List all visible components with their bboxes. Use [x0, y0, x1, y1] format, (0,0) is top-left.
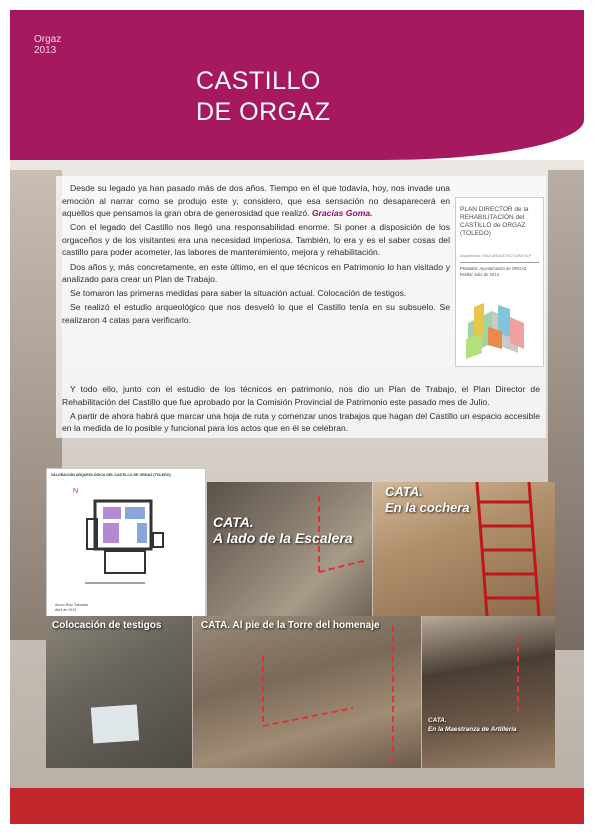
- map-title: VALORACIÓN ARQUEOLÓGICA DEL CASTILLO DE ORGAZ (TOLEDO): [51, 473, 171, 477]
- plan-promoter: Ayuntamiento de ORGAZ: [479, 266, 527, 271]
- castle-plan-drawing: [65, 483, 185, 601]
- caption-cata-artillery: CATA. En la Maestranza de Artillería: [428, 717, 517, 733]
- witness-plaque: [91, 704, 139, 743]
- page-title: [196, 66, 331, 128]
- article-body-wide: [62, 383, 540, 436]
- caption-cata-stairs: CATA. A lado de la Escalera: [213, 514, 353, 546]
- measuring-pole-2: [422, 616, 555, 768]
- paragraph-7: A partir de ahora habrá que marcar una hoja de ruta y comenzar unos trabajos que hagan del Castillo un espacio accesible en la medida de lo posible y funcional para los actos que en él se celebran.: [62, 410, 540, 434]
- title-line-2: DE ORGAZ: [196, 98, 331, 126]
- archaeology-plan-image: [46, 468, 206, 618]
- plan-title: PLAN DIRECTOR de la REHABILITACIÓN del CASTILLO de ORGAZ (TOLEDO): [460, 206, 529, 237]
- caption-cata-tower: CATA. Al pie de la Torre del homenaje: [201, 620, 380, 631]
- paragraph-5: Se realizó el estudio arqueológico que nos desveló lo que el Castillo tenía en su subsuelo. Se realizaron 4 catas para verificarlo.: [62, 302, 450, 325]
- photo-cata-tower: [193, 616, 421, 768]
- article-body: [62, 182, 450, 328]
- issue-label: [34, 34, 61, 56]
- svg-text:N: N: [73, 488, 79, 495]
- plan-meta: Promotor: Ayuntamiento de ORGAZ Fecha: Julio de 2013: [460, 266, 527, 277]
- thanks-text: Gracias Goma.: [311, 208, 373, 219]
- castle-3d-model-image: [462, 293, 538, 363]
- footer-band: [10, 788, 584, 824]
- photo-cata-artillery: [422, 616, 555, 768]
- photo-cata-garage: [373, 482, 555, 616]
- plan-director-cover: [455, 197, 544, 367]
- plan-architects: Arquitectos: MAA ARQUITECTURA SLP: [460, 253, 532, 258]
- paragraph-1: Desde su legado ya han pasado más de dos años. Tiempo en el que todavía, hoy, nos invade una emoción al narrar como se produjo este y, considero, que esa sensación no desaparecerá en aquellos que pensamos la gran obra de generosidad que realizó. Gracias Goma.: [62, 183, 450, 219]
- issue-year: 2013: [34, 45, 57, 56]
- photo-cata-stairs: [207, 482, 372, 616]
- issue-place: Orgaz: [34, 34, 62, 45]
- plan-divider: [460, 262, 539, 263]
- paragraph-3: Dos años y, más concretamente, en este último, en el que técnicos en Patrimonio lo han visitado y analizado para crear un Plan de Trabajo.: [62, 261, 450, 285]
- paragraph-4: Se tomaron las primeras medidas para saber la situación actual. Colocación de testigos.: [70, 288, 407, 299]
- plan-date: Julio de 2013: [473, 272, 499, 277]
- caption-witnesses: Colocación de testigos: [52, 620, 162, 631]
- title-line-1: CASTILLO: [196, 67, 321, 95]
- measuring-tapes: [193, 616, 421, 768]
- paragraph-2: Con el legado del Castillo nos llegó una responsabilidad enorme. Si poner a disposición de los orgaceños y de los visitantes era una necesidad imperiosa. También, lo era y es el saber cosas del castillo para poder acometer, las labores de mantenimiento, mejora y rehabilitación.: [62, 222, 450, 258]
- paragraph-6: Y todo ello, junto con el estudio de los técnicos en patrimonio, nos dio un Plan de Trabajo, el Plan Director de Rehabilitación del Castillo que fue aprobado por la Comisión Provincial de Patrimonio este pasado mes de Julio.: [62, 384, 540, 407]
- photo-witnesses: [46, 616, 192, 768]
- measuring-pole: [207, 482, 372, 616]
- map-credits: Arturo Ruiz Taboada Abril de 2013: [55, 603, 88, 612]
- caption-cata-garage: CATA. En la cochera: [385, 484, 470, 515]
